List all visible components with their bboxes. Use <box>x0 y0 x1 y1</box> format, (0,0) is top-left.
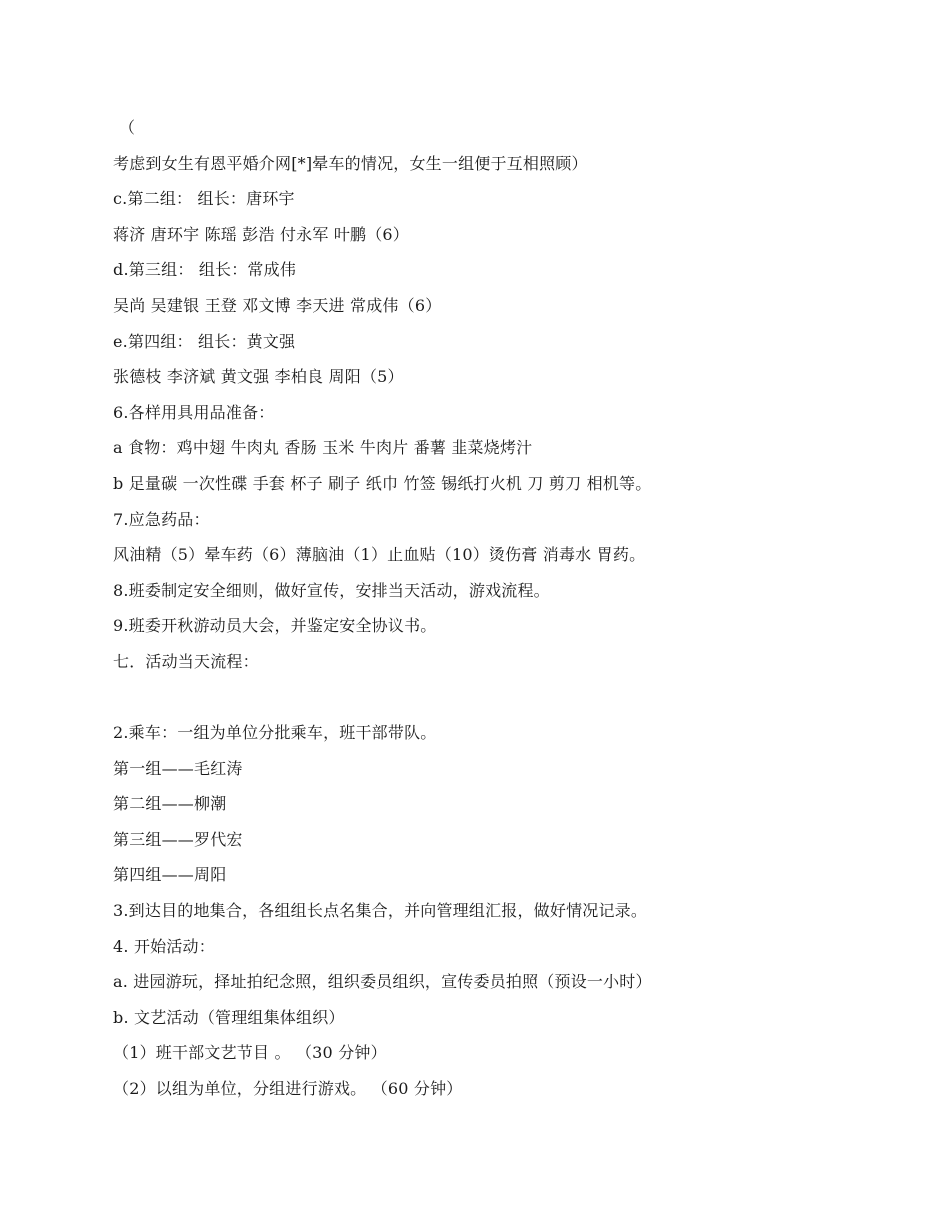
text-line-arts-activity: b. 文艺活动（管理组集体组织） <box>113 1007 345 1027</box>
text-line-arrival: 3.到达目的地集合，各组组长点名集合，并向管理组汇报，做好情况记录。 <box>113 901 648 921</box>
blank-line <box>113 680 893 716</box>
text-line-cadre-performance: （1）班干部文艺节目 。 （30 分钟） <box>113 1043 387 1063</box>
text-line-bus-group-3: 第三组——罗代宏 <box>113 829 243 849</box>
text-line-activities-heading: 4. 开始活动： <box>113 936 215 956</box>
text-line-medicine-heading: 7.应急药品： <box>113 509 210 529</box>
text-line-boarding: 2.乘车：一组为单位分批乘车，班干部带队。 <box>113 723 437 743</box>
text-line-group-3-heading: d.第三组： 组长：常成伟 <box>113 260 297 280</box>
document-body <box>113 110 893 1107</box>
text-line-group-2-heading: c.第二组： 组长：唐环宇 <box>113 189 295 209</box>
text-line-group-4-heading: e.第四组： 组长：黄文强 <box>113 331 296 351</box>
text-line-bus-group-4: 第四组——周阳 <box>113 865 227 885</box>
text-line-group-4-members: 张德枝 李济斌 黄文强 李柏良 周阳（5） <box>113 367 404 387</box>
text-line-supplies-heading: 6.各样用具用品准备： <box>113 402 275 422</box>
text-line-mobilization-meeting: 9.班委开秋游动员大会，并鉴定安全协议书。 <box>113 616 437 636</box>
text-line-open-paren: （ <box>119 118 136 137</box>
text-line-medicine-list: 风油精（5）晕车药（6）薄脑油（1）止血贴（10）烫伤膏 消毒水 胃药。 <box>113 545 646 565</box>
text-line-note: 考虑到女生有恩平婚介网[*]晕车的情况，女生一组便于互相照顾） <box>113 153 588 173</box>
text-line-group-games: （2）以组为单位，分组进行游戏。 （60 分钟） <box>113 1079 463 1099</box>
text-line-food-list: a 食物：鸡中翅 牛肉丸 香肠 玉米 牛肉片 番薯 韭菜烧烤汁 <box>113 438 533 458</box>
text-line-group-2-members: 蒋济 唐环宇 陈瑶 彭浩 付永军 叶鹏（6） <box>113 224 410 244</box>
text-line-equipment-list: b 足量碳 一次性碟 手套 杯子 刷子 纸巾 竹签 锡纸打火机 刀 剪刀 相机等。 <box>113 473 652 493</box>
text-line-bus-group-1: 第一组——毛红涛 <box>113 758 243 778</box>
text-line-group-3-members: 吴尚 吴建银 王登 邓文博 李天进 常成伟（6） <box>113 295 442 315</box>
text-line-bus-group-2: 第二组——柳潮 <box>113 794 227 814</box>
text-line-safety-rules: 8.班委制定安全细则，做好宣传，安排当天活动，游戏流程。 <box>113 580 550 600</box>
text-line-section-7-heading: 七．活动当天流程： <box>113 651 259 671</box>
text-line-park-tour: a. 进园游玩，择址拍纪念照，组织委员组织，宣传委员拍照（预设一小时） <box>113 972 652 992</box>
